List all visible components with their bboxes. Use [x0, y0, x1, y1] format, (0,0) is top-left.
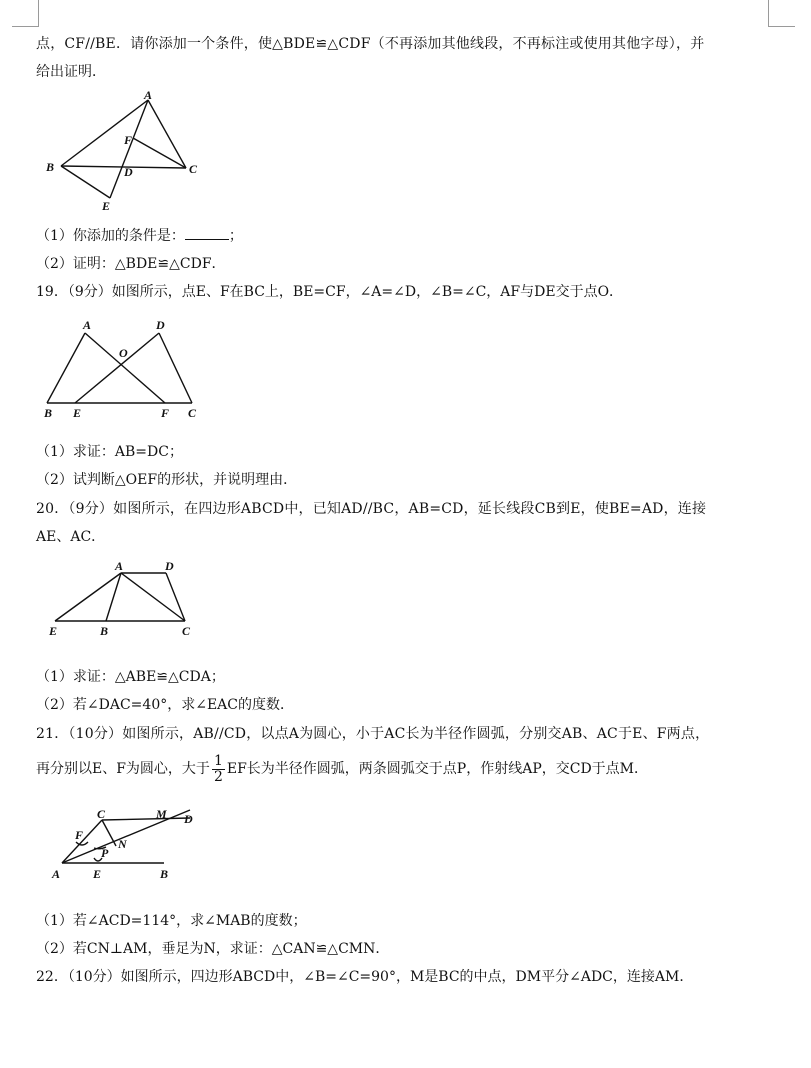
q20-stem-line2: AE、AC．: [36, 529, 106, 545]
q21-label-e: E: [93, 867, 102, 881]
q21-label-f: F: [75, 828, 84, 842]
q18-part1-text: （1）你添加的条件是：: [36, 228, 185, 244]
q21-segment-cd: [102, 818, 190, 820]
q19-label-o: O: [119, 346, 128, 360]
q21-label-d: D: [184, 812, 193, 826]
q19-label-a: A: [83, 318, 92, 332]
q21-figure: [40, 800, 210, 885]
q18-part2: （2）证明：△BDE≌△CDF．: [36, 256, 226, 272]
q21-label-c: C: [97, 807, 106, 821]
q19-figure: [40, 315, 210, 420]
q19-label-c: C: [188, 406, 197, 420]
q21-fraction: [212, 754, 225, 785]
q18-answer-blank: [185, 226, 229, 240]
q19-stem: 19．（9分）如图所示，点E、F在BC上，BE=CF，∠A=∠D，∠B=∠C，AF与DE交于点O．: [36, 284, 624, 300]
q21-stem-line2-a: 再分别以E、F为圆心，大于: [36, 761, 210, 777]
q18-figure: [40, 88, 210, 213]
q18-label-c: C: [189, 162, 198, 176]
q21-label-m: M: [156, 807, 167, 821]
q21-stem-line2: [36, 750, 648, 788]
q20-label-e: E: [49, 624, 58, 638]
page-corner-mark-left: [12, 0, 39, 27]
q21-stem-line1: 21．（10分）如图所示，AB//CD，以点A为圆心，小于AC长为半径作圆弧，分别交AB、AC于E、F两点，: [36, 726, 710, 742]
q20-part2: （2）若∠DAC=40°，求∠EAC的度数．: [36, 697, 295, 713]
q21-label-p: P: [101, 846, 109, 860]
q18-label-a: A: [144, 88, 153, 102]
q18-part1-end: ；: [228, 228, 243, 244]
q19-label-e: E: [73, 406, 82, 420]
q19-segment-dc: [159, 333, 192, 403]
q20-label-c: C: [182, 624, 191, 638]
q19-label-b: B: [44, 406, 53, 420]
q20-label-a: A: [115, 559, 124, 573]
q20-label-d: D: [165, 559, 174, 573]
q18-label-d: D: [124, 165, 133, 179]
q21-fraction-denominator: 2: [213, 768, 223, 785]
q20-segment-ab: [106, 573, 121, 621]
page-corner-mark-right: [768, 0, 795, 27]
q20-part1: （1）求证：△ABE≌△CDA；: [36, 669, 225, 685]
q19-segment-ba: [47, 333, 85, 403]
q21-fraction-numerator: 1: [213, 752, 223, 769]
q22-stem: 22．（10分）如图所示，四边形ABCD中，∠B=∠C=90°，M是BC的中点，DM平分∠ADC，连接AM．: [36, 969, 694, 985]
q21-part1: （1）若∠ACD=114°，求∠MAB的度数；: [36, 913, 307, 929]
q18-segment-be: [61, 166, 110, 198]
q20-label-b: B: [100, 624, 109, 638]
q19-part2: （2）试判断△OEF的形状，并说明理由．: [36, 472, 298, 488]
q21-label-n: N: [118, 837, 127, 851]
q18-intro-line2: 给出证明．: [36, 64, 106, 80]
q21-label-b: B: [160, 867, 169, 881]
q20-segment-ea: [55, 573, 121, 621]
q21-stem-line2-b: EF长为半径作圆弧，两条圆弧交于点P，作射线AP，交CD于点M．: [226, 761, 649, 777]
q21-segment-cn: [102, 820, 116, 846]
q18-intro-line1: 点，CF//BE．请你添加一个条件，使△BDE≌△CDF（不再添加其他线段，不再标注或使用其他字母），并: [36, 36, 705, 52]
q21-label-a: A: [52, 867, 61, 881]
q19-segment-af: [85, 333, 165, 403]
q19-label-d: D: [156, 318, 165, 332]
q18-label-f: F: [124, 133, 133, 147]
q19-label-f: F: [161, 406, 170, 420]
q18-label-b: B: [46, 160, 55, 174]
q18-part1: [36, 226, 243, 246]
q18-label-e: E: [102, 199, 111, 213]
q21-part2: （2）若CN⊥AM，垂足为N，求证：△CAN≌△CMN．: [36, 941, 390, 957]
q20-stem-line1: 20．（9分）如图所示，在四边形ABCD中，已知AD//BC，AB=CD，延长线段CB到E，使BE=AD，连接: [36, 501, 707, 517]
q19-part1: （1）求证：AB=DC；: [36, 444, 183, 460]
q20-figure: [40, 556, 210, 642]
q19-segment-ed: [75, 333, 159, 403]
